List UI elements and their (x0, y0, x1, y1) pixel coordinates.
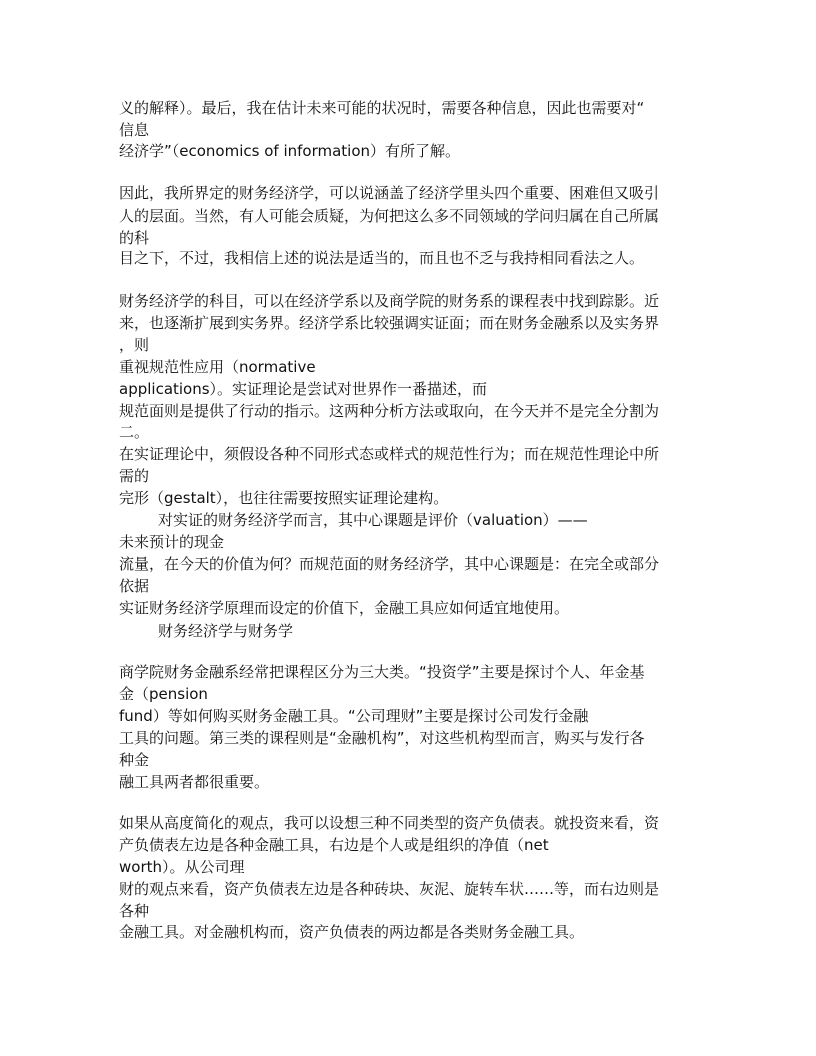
text-line: 如果从高度简化的观点，我可以设想三种不同类型的资产负债表。就投资来看，资 (119, 814, 660, 832)
text-line: 依据 (119, 577, 150, 595)
text-line: 在实证理论中，须假设各种不同形式态或样式的规范性行为；而在规范性理论中所 (119, 445, 660, 463)
text-line: 未来预计的现金 (119, 533, 225, 551)
text-line: 各种 (119, 902, 150, 920)
text-line: 因此，我所界定的财务经济学，可以说涵盖了经济学里头四个重要、困难但又吸引 (119, 184, 660, 202)
text-line: 目之下，不过，我相信上述的说法是适当的，而且也不乏与我持相同看法之人。 (119, 249, 645, 267)
text-line: fund）等如何购买财务金融工具。“公司理财”主要是探讨公司发行金融 (119, 707, 589, 725)
text-line: worth）。从公司理 (119, 858, 245, 876)
section-heading: 财务经济学与财务学 (158, 622, 294, 640)
text-line: 实证财务经济学原理而设定的价值下，金融工具应如何适宜地使用。 (119, 599, 570, 617)
text-line: 二。 (119, 423, 150, 441)
text-line: ，则 (119, 336, 150, 354)
text-line: 经济学”（economics of information）有所了解。 (119, 142, 461, 160)
text-line: 的科 (119, 229, 150, 247)
text-line: 完形（gestalt），也往往需要按照实证理论建构。 (119, 489, 449, 507)
text-line: 人的层面。当然，有人可能会质疑，为何把这么多不同领域的学问归属在自己所属 (119, 207, 660, 225)
text-line: 金（pension (119, 685, 208, 703)
text-line: 财的观点来看，资产负债表左边是各种砖块、灰泥、旋转车状……等，而右边则是 (119, 880, 660, 898)
text-line: 重视规范性应用（normative (119, 358, 316, 376)
text-line: 融工具两者都很重要。 (119, 773, 270, 791)
text-line: 规范面则是提供了行动的指示。这两种分析方法或取向，在今天并不是完全分割为 (119, 402, 660, 420)
text-line: 财务经济学的科目，可以在经济学系以及商学院的财务系的课程表中找到踪影。近 (119, 292, 660, 310)
text-line: 义的解释）。最后，我在估计未来可能的状况时，需要各种信息，因此也需要对“ (119, 99, 645, 117)
text-line: 工具的问题。第三类的课程则是“金融机构”，对这些机构型而言，购买与发行各 (119, 729, 645, 747)
text-line: 来，也逐渐扩展到实务界。经济学系比较强调实证面；而在财务金融系以及实务界 (119, 314, 660, 332)
text-line: 信息 (119, 121, 150, 139)
text-line: 商学院财务金融系经常把课程区分为三大类。“投资学”主要是探讨个人、年金基 (119, 663, 645, 681)
text-line: 产负债表左边是各种金融工具，右边是个人或是组织的净值（net (119, 836, 549, 854)
text-line: 种金 (119, 751, 150, 769)
text-line: 对实证的财务经济学而言，其中心课题是评价（valuation）—— (158, 511, 588, 529)
text-line: 需的 (119, 467, 150, 485)
text-line: applications）。实证理论是尝试对世界作一番描述，而 (119, 380, 488, 398)
text-line: 流量，在今天的价值为何？而规范面的财务经济学，其中心课题是：在完全或部分 (119, 555, 660, 573)
text-line: 金融工具。对金融机构而，资产负债表的两边都是各类财务金融工具。 (119, 923, 585, 941)
